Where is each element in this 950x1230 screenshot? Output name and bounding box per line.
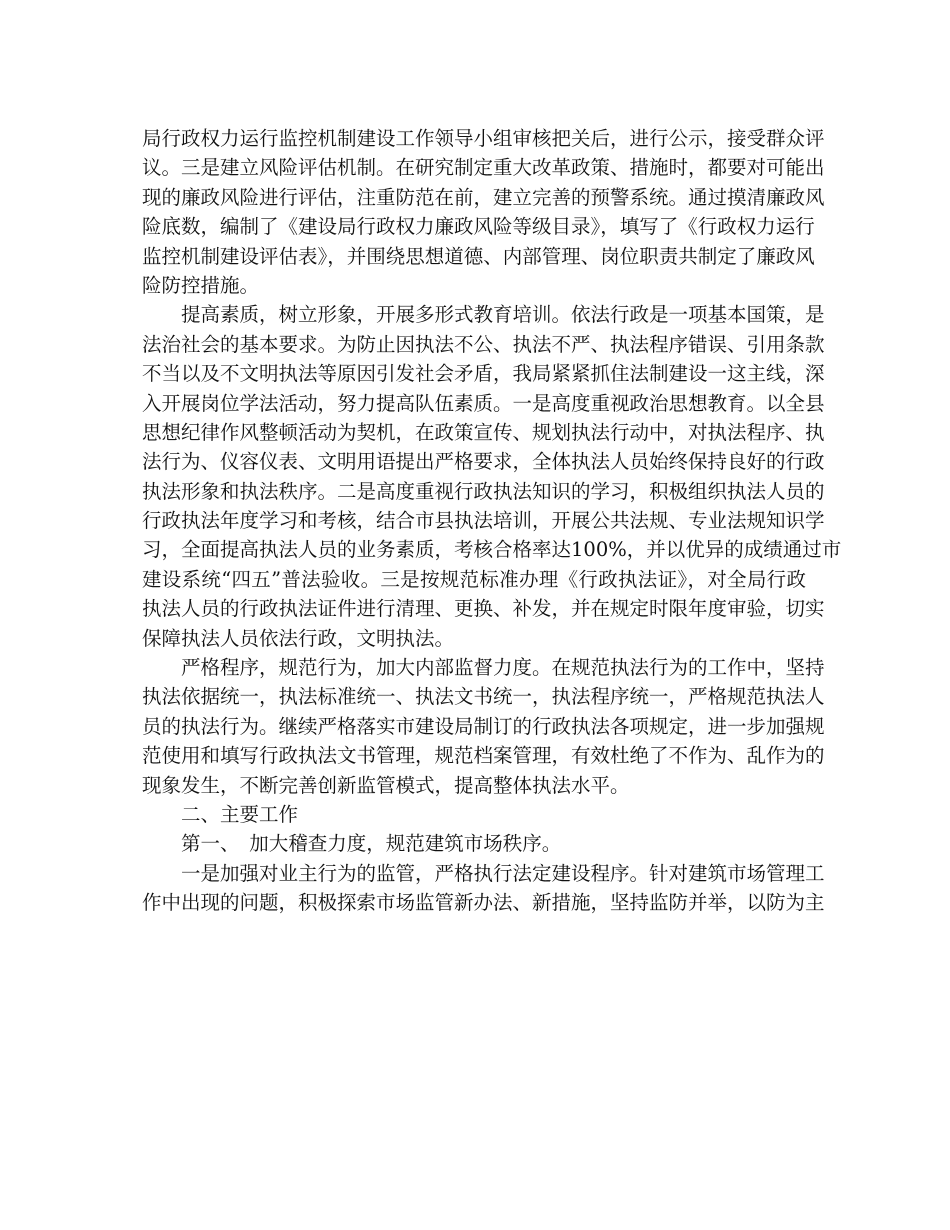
body-line-11: 思想纪律作风整顿活动为契机，在政策宣传、规划执法行动中，对执法程序、执 — [142, 420, 825, 444]
body-line-13: 执法形象和执法秩序。二是高度重视行政执法知识的学习，积极组织执法人员的 — [142, 479, 825, 503]
body-line-15: 习，全面提高执法人员的业务素质，考核合格率达100%，并以优异的成绩通过市 — [142, 538, 842, 562]
body-line-20: 执法依据统一，执法标准统一、执法文书统一，执法程序统一，严格规范执法人 — [142, 685, 825, 709]
body-line-23: 现象发生，不断完善创新监管模式，提高整体执法水平。 — [142, 773, 630, 797]
body-line-2: 议。三是建立风险评估机制。在研究制定重大改革政策、措施时，都要对可能出 — [142, 156, 825, 180]
body-line-3: 现的廉政风险进行评估，注重防范在前，建立完善的预警系统。通过摸清廉政风 — [142, 185, 825, 209]
body-line-5: 监控机制建设评估表》，并围绕思想道德、内部管理、岗位职责共制定了廉政风 — [142, 244, 815, 268]
body-line-12: 法行为、仪容仪表、文明用语提出严格要求，全体执法人员始终保持良好的行政 — [142, 450, 825, 474]
body-line-16: 建设系统“四五”普法验收。三是按规范标准办理《行政执法证》，对全局行政 — [142, 567, 806, 591]
body-line-10: 入开展岗位学法活动，努力提高队伍素质。一是高度重视政治思想教育。以全县 — [142, 391, 825, 415]
subsection-heading: 第一、 加大稽查力度，规范建筑市场秩序。 — [181, 832, 562, 856]
document-body — [142, 124, 842, 918]
paragraph-start-line: 一是加强对业主行为的监管，严格执行法定建设程序。针对建筑市场管理工 — [181, 861, 825, 885]
body-line-17: 执法人员的行政执法证件进行清理、更换、补发，并在规定时限年度审验，切实 — [142, 597, 825, 621]
body-line-21: 员的执法行为。继续严格落实市建设局制订的行政执法各项规定，进一步加强规 — [142, 714, 825, 738]
body-line-4: 险底数，编制了《建设局行政权力廉政风险等级目录》，填写了《行政权力运行 — [142, 215, 815, 239]
body-line-1: 局行政权力运行监控机制建设工作领导小组审核把关后，进行公示，接受群众评 — [142, 127, 825, 150]
body-line-8: 法治社会的基本要求。为防止因执法不公、执法不严、执法程序错误、引用条款 — [142, 332, 825, 356]
paragraph-start-line: 提高素质，树立形象，开展多形式教育培训。依法行政是一项基本国策，是 — [181, 303, 825, 327]
body-line-9: 不当以及不文明执法等原因引发社会矛盾，我局紧紧抓住法制建设一这主线，深 — [142, 362, 825, 386]
body-line-22: 范使用和填写行政执法文书管理，规范档案管理，有效杜绝了不作为、乱作为的 — [142, 744, 825, 768]
paragraph-start-line: 严格程序，规范行为，加大内部监督力度。在规范执法行为的工作中，坚持 — [181, 656, 825, 680]
body-line-6: 险防控措施。 — [142, 273, 260, 297]
body-line-18: 保障执法人员依法行政，文明执法。 — [142, 626, 455, 650]
body-line-27: 作中出现的问题，积极探索市场监管新办法、新措施，坚持监防并举，以防为主 — [142, 891, 825, 915]
section-heading: 二、主要工作 — [181, 802, 299, 826]
body-line-14: 行政执法年度学习和考核，结合市县执法培训，开展公共法规、专业法规知识学 — [142, 509, 825, 533]
